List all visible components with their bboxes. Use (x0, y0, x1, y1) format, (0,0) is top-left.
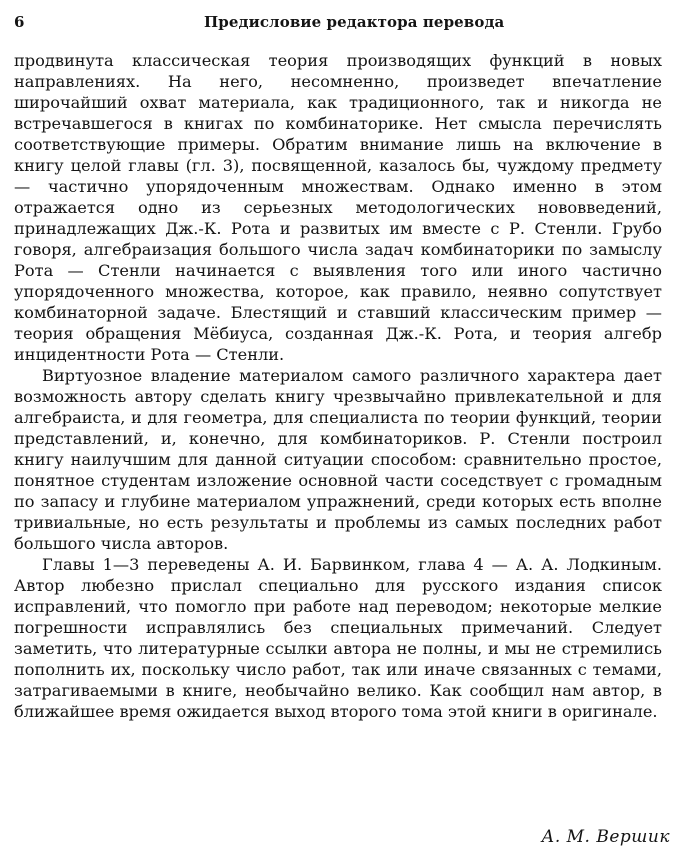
paragraph-3: Главы 1—3 переведены А. И. Барвинком, глава 4 — А. А. Лодкиным. Автор любезно прислал специально для русского издания список исправлений, что помогло при работе над переводом; некоторые мелкие погрешности исправлялись без специальных примечаний. Следует заметить, что литературные ссылки автора не полны, и мы не стремились пополнить их, поскольку число работ, так или иначе связанных с темами, затрагиваемыми в книге, необычайно велико. Как сообщил нам автор, в ближайшее время ожидается выход второго тома этой книги в оригинале. (14, 555, 662, 721)
editor-signature: А. М. Вершик (541, 827, 670, 847)
body-text (14, 50, 662, 722)
running-head: Предисловие редактора перевода (204, 13, 505, 31)
page-header (14, 10, 662, 38)
paragraph-1: продвинута классическая теория производящих функций в новых направлениях. На него, несомненно, произведет впечатление широчайший охват материала, как традиционного, так и никогда не встречавшегося в книгах по комбинаторике. Нет смысла перечислять соответствующие примеры. Обратим внимание лишь на включение в книгу целой главы (гл. 3), посвященной, казалось бы, чуждому предмету — частично упорядоченным множествам. Однако именно в этом отражается одно из серьезных методологических нововведений, принадлежащих Дж.-К. Рота и развитых им вместе с Р. Стенли. Грубо говоря, алгебраизация большого числа задач комбинаторики по замыслу Рота — Стенли начинается с выявления того или иного частично упорядоченного множества, которое, как правило, неявно сопутствует комбинаторной задаче. Блестящий и ставший классическим пример — теория обращения Мёбиуса, созданная Дж.-К. Рота, и теория алгебр инцидентности Рота — Стенли. (14, 51, 662, 364)
page-number: 6 (14, 13, 25, 31)
paragraph-2: Виртуозное владение материалом самого различного характера дает возможность автору сделать книгу чрезвычайно привлекательной и для алгебраиста, и для геометра, для специалиста по теории функций, теории представлений, и, конечно, для комбинаториков. Р. Стенли построил книгу наилучшим для данной ситуации способом: сравнительно простое, понятное студентам изложение основной части соседствует с громадным по запасу и глубине материалом упражнений, среди которых есть вполне тривиальные, но есть результаты и проблемы из самых последних работ большого числа авторов. (14, 366, 662, 553)
document-page (14, 10, 662, 721)
